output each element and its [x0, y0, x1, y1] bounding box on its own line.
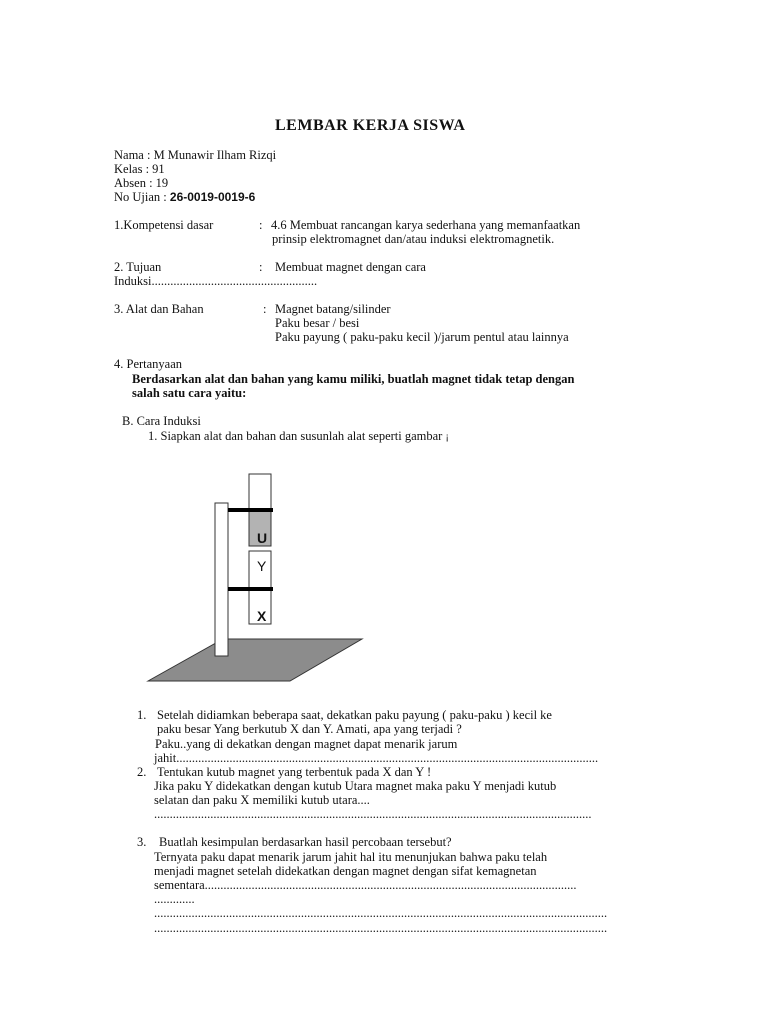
tujuan-label: 2. Tujuan — [114, 260, 162, 274]
clamp-arm-bottom — [228, 587, 273, 591]
nama-line: Nama : M Munawir Ilham Rizqi — [114, 148, 277, 162]
q2-answer-1: Jika paku Y didekatkan dengan kutub Utara magnet maka paku Y menjadi kutub — [154, 779, 557, 793]
no-ujian-value: 26-0019-0019-6 — [169, 190, 256, 204]
q1-line-1: Setelah didiamkan beberapa saat, dekatkan paku payung ( paku-paku ) kecil ke — [157, 708, 552, 722]
q2-number: 2. — [137, 765, 147, 779]
label-u: U — [257, 530, 268, 546]
alat-colon: : — [263, 302, 267, 316]
q3-answer-2: menjadi magnet setelah didekatkan dengan magnet dengan sifat kemagnetan — [154, 864, 537, 878]
label-x: X — [257, 608, 267, 624]
cara-step-1-mark: ¡ — [445, 432, 449, 443]
q3-answer-1: Ternyata paku dapat menarik jarum jahit hal itu menunjukan bahwa paku telah — [154, 850, 548, 864]
cara-heading: B. Cara Induksi — [122, 414, 201, 428]
alat-label: 3. Alat dan Bahan — [114, 302, 204, 316]
q3-answer-6: ................................................................................................................................................. — [154, 921, 608, 935]
q3-answer-5: ................................................................................................................................................. — [154, 906, 608, 920]
q3-answer-4: ............. — [154, 892, 195, 906]
kompetensi-label: 1.Kompetensi dasar — [114, 218, 214, 232]
magnet-top — [249, 474, 271, 510]
alat-item-3: Paku payung ( paku-paku kecil )/jarum pentul atau lainnya — [275, 330, 569, 344]
q1-number: 1. — [137, 708, 147, 722]
tujuan-line2: Induksi..................................................... — [114, 274, 318, 288]
tujuan-line1: Membuat magnet dengan cara — [275, 260, 426, 274]
base-plate — [148, 639, 362, 681]
kelas-line: Kelas : 91 — [114, 162, 165, 176]
tujuan-colon: : — [259, 260, 263, 274]
pertanyaan-instruction-2: salah satu cara yaitu: — [132, 386, 247, 400]
kompetensi-line1: 4.6 Membuat rancangan karya sederhana yang memanfaatkan — [271, 218, 581, 232]
pertanyaan-instruction-1: Berdasarkan alat dan bahan yang kamu miliki, buatlah magnet tidak tetap dengan — [132, 372, 575, 386]
q3-line-1: Buatlah kesimpulan berdasarkan hasil percobaan tersebut? — [159, 835, 452, 849]
q1-line-2: paku besar Yang berkutub X dan Y. Amati, apa yang terjadi ? — [157, 722, 462, 736]
kompetensi-line2: prinsip elektromagnet dan/atau induksi elektromagnetik. — [272, 232, 555, 246]
q2-answer-2: selatan dan paku X memiliki kutub utara.... — [154, 793, 370, 807]
q1-answer-1: Paku..yang di dekatkan dengan magnet dapat menarik jarum — [155, 737, 458, 751]
pertanyaan-label: 4. Pertanyaan — [114, 357, 183, 371]
stand-pole — [215, 503, 228, 656]
kompetensi-colon: : — [259, 218, 263, 232]
page-title: LEMBAR KERJA SISWA — [275, 117, 466, 134]
q3-number: 3. — [137, 835, 147, 849]
alat-item-2: Paku besar / besi — [275, 316, 360, 330]
cara-step-1-text: 1. Siapkan alat dan bahan dan susunlah alat seperti gambar — [148, 429, 443, 443]
alat-item-1: Magnet batang/silinder — [275, 302, 391, 316]
q2-answer-3: ............................................................................................................................................ — [154, 807, 592, 821]
label-y: Y — [257, 558, 267, 574]
clamp-arm-top — [228, 508, 273, 512]
q3-answer-3: sementara....................................................................................................................... — [154, 878, 577, 892]
no-ujian-label: No Ujian : — [114, 190, 170, 204]
q2-line-1: Tentukan kutub magnet yang terbentuk pada X dan Y ! — [157, 765, 432, 779]
absen-line: Absen : 19 — [114, 176, 169, 190]
q1-answer-2: jahit....................................................................................................................................... — [154, 751, 599, 765]
